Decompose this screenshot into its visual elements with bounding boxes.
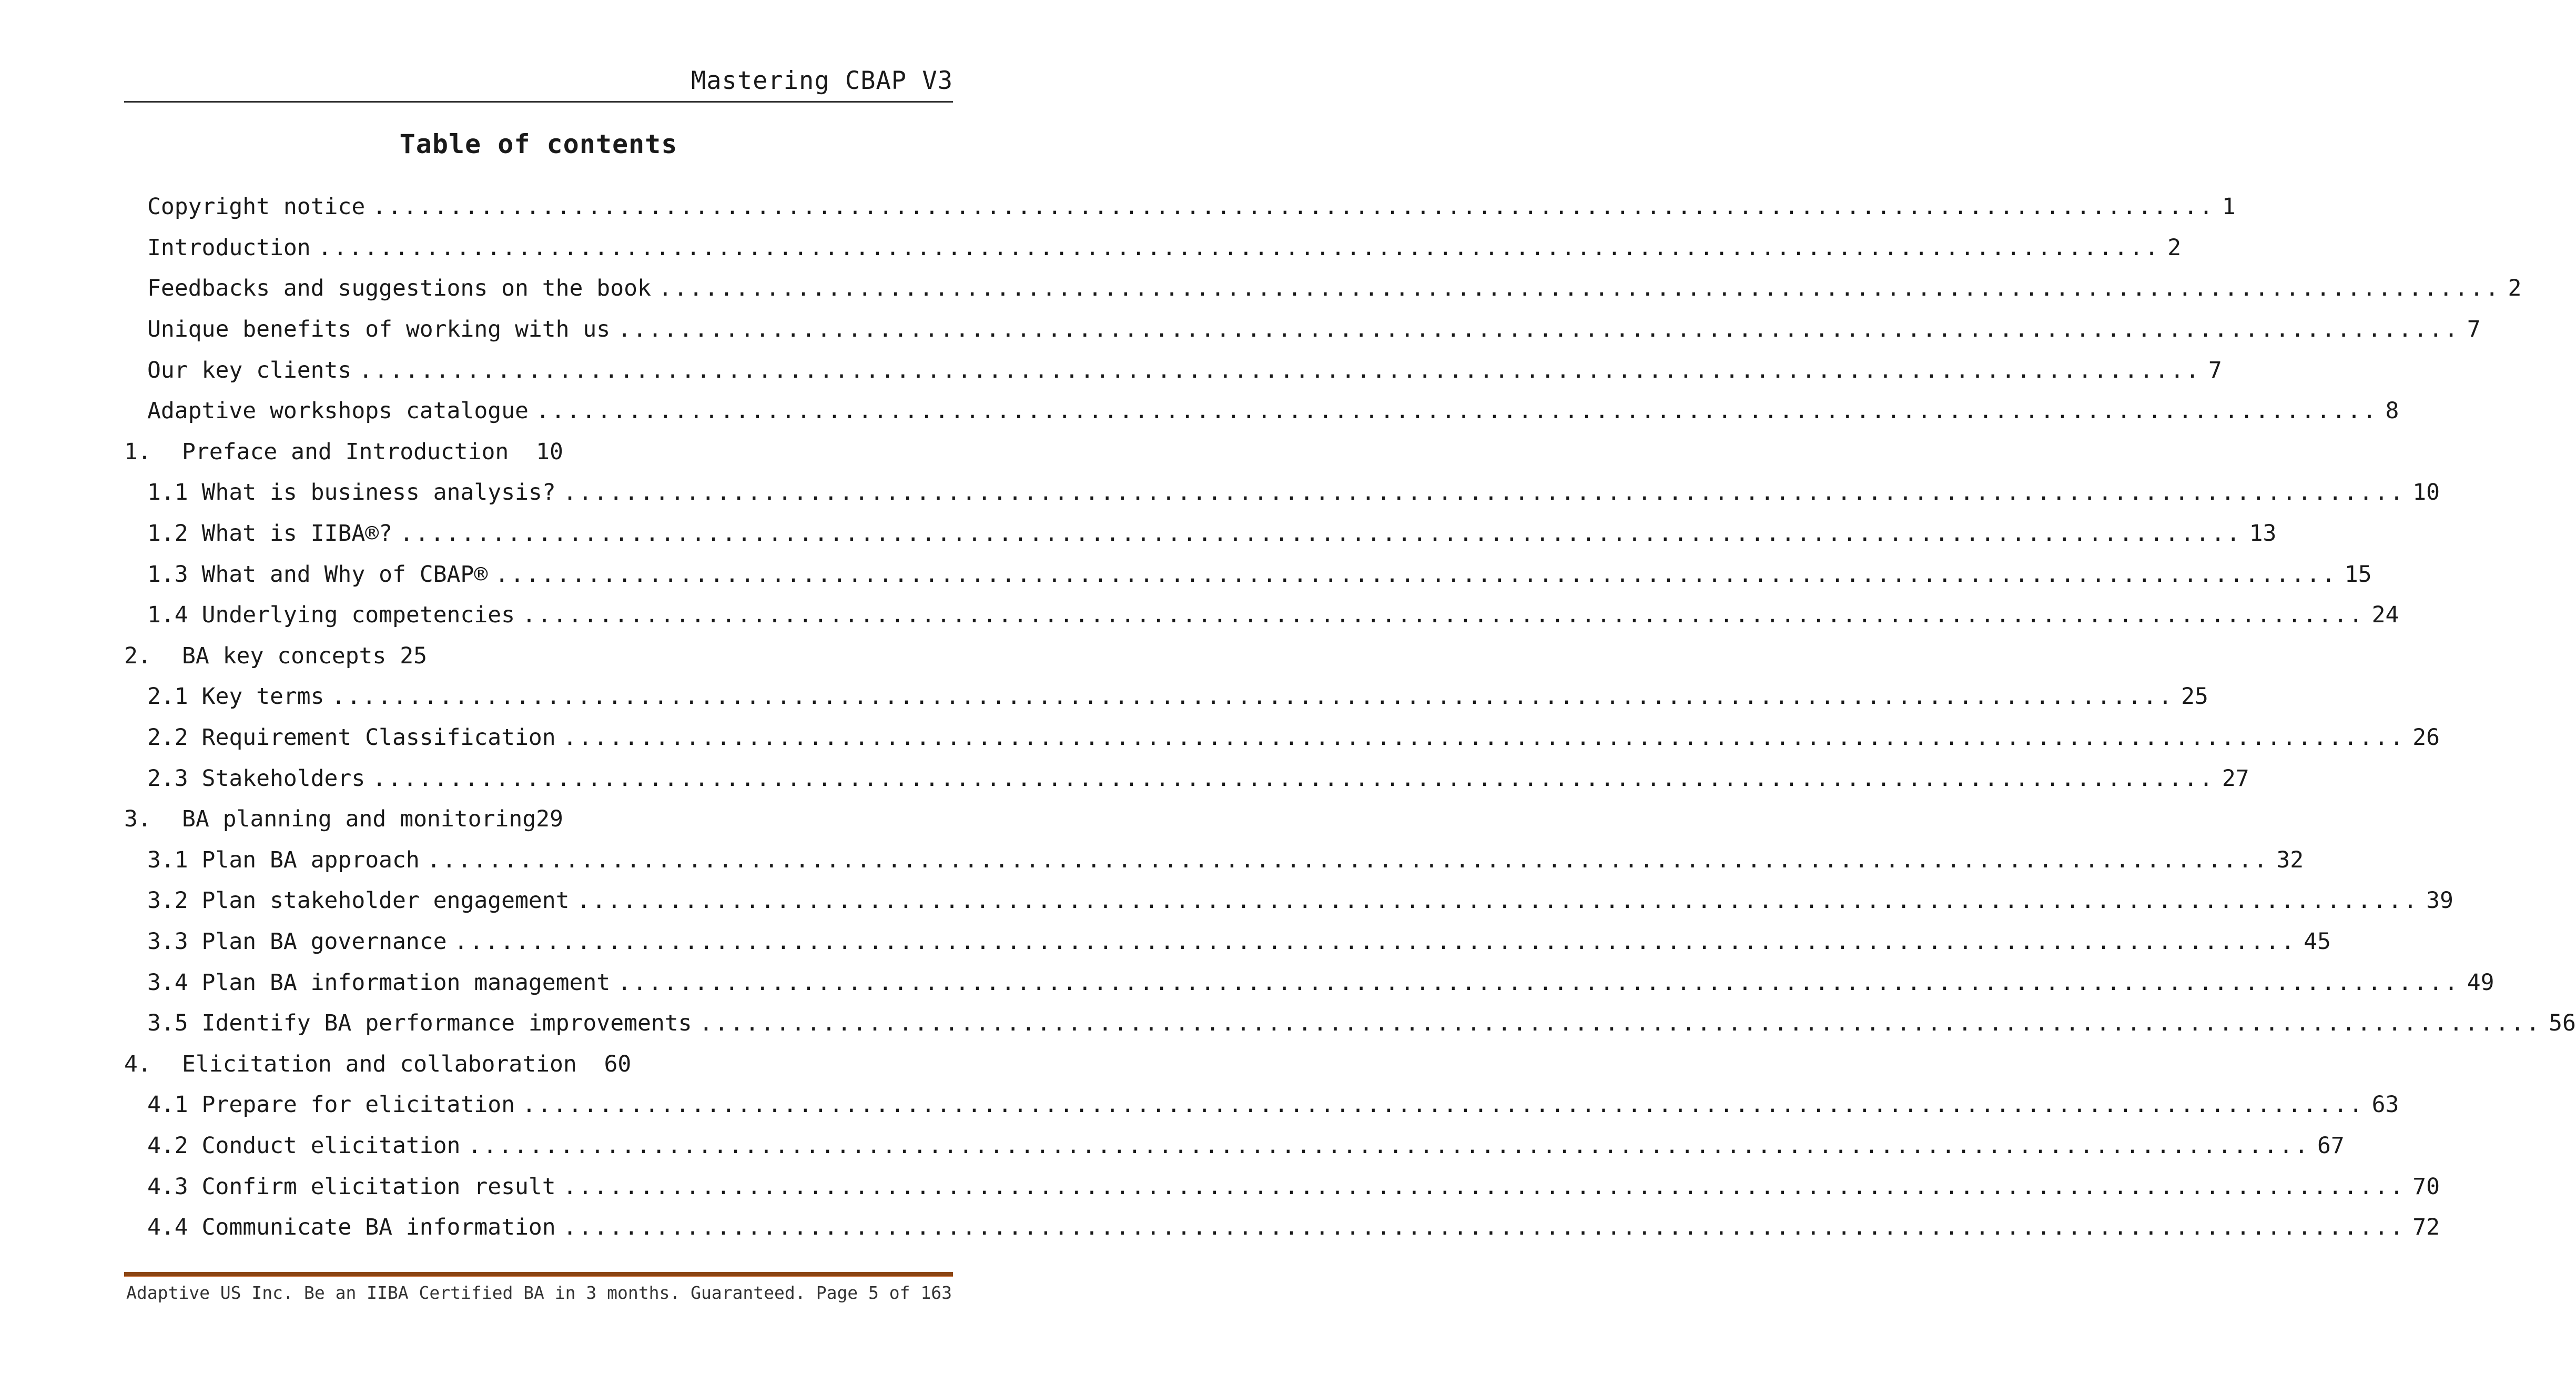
toc-entry-page: 32 — [2276, 846, 2304, 873]
toc-entry-label: 4.2 Conduct elicitation — [147, 1132, 461, 1159]
dot-leader: ........................................................................................................................ — [617, 969, 2460, 996]
toc-chapter-number: 1. — [124, 438, 151, 465]
dot-leader: ........................................................................................................................ — [318, 234, 2161, 261]
toc-chapter-page: 29 — [536, 806, 563, 833]
toc-entry[interactable] — [124, 1126, 2345, 1167]
toc-entry[interactable] — [124, 472, 2440, 513]
toc-chapter-label: BA planning and monitoring — [182, 806, 536, 833]
toc-entry-label: Adaptive workshops catalogue — [147, 398, 529, 425]
toc-chapter-page: 60 — [604, 1050, 632, 1077]
toc-entry-page: 13 — [2249, 520, 2277, 547]
dot-leader: ........................................................................................................................ — [454, 928, 2297, 955]
toc-entry[interactable] — [124, 554, 2372, 595]
toc-entry-page: 70 — [2412, 1173, 2440, 1200]
toc-chapter[interactable] — [124, 432, 951, 473]
toc-chapter-number: 4. — [124, 1050, 151, 1077]
toc-chapter-spacer — [509, 441, 536, 463]
dot-leader: ........................................................................................................................ — [522, 1092, 2365, 1118]
toc-title: Table of contents — [399, 129, 678, 159]
toc-entry-page: 25 — [2181, 683, 2208, 710]
toc-entry[interactable] — [124, 676, 2208, 718]
toc-entry[interactable] — [124, 962, 2494, 1003]
toc-chapter-page: 25 — [400, 642, 427, 669]
toc-entry[interactable] — [124, 391, 2399, 432]
dot-leader: ........................................................................................................................ — [563, 1214, 2406, 1241]
dot-leader: ........................................................................................................................ — [699, 1010, 2542, 1037]
toc-list — [124, 187, 2576, 1248]
dot-leader: ........................................................................................................................ — [563, 1173, 2406, 1200]
dot-leader: ........................................................................................................................ — [535, 398, 2378, 425]
header-divider — [124, 101, 953, 103]
dot-leader: ........................................................................................................................ — [372, 765, 2215, 792]
dot-leader: ........................................................................................................................ — [522, 602, 2365, 629]
dot-leader: ........................................................................................................................ — [372, 194, 2215, 220]
toc-entry-label: 3.4 Plan BA information management — [147, 969, 611, 996]
toc-entry[interactable] — [124, 350, 2222, 391]
toc-entry-label: 3.3 Plan BA governance — [147, 928, 447, 955]
toc-entry-label: 3.2 Plan stakeholder engagement — [147, 887, 570, 914]
toc-entry[interactable] — [124, 309, 2481, 350]
toc-entry[interactable] — [124, 595, 2399, 636]
toc-entry-label: 1.3 What and Why of CBAP® — [147, 561, 488, 588]
toc-entry-page: 26 — [2412, 724, 2440, 751]
toc-entry[interactable] — [124, 840, 2304, 881]
toc-entry-page: 10 — [2412, 479, 2440, 506]
toc-chapter-label: Elicitation and collaboration — [182, 1050, 577, 1077]
toc-entry-label: 2.2 Requirement Classification — [147, 724, 556, 751]
toc-entry-page: 27 — [2222, 765, 2249, 792]
footer-tagline: Be an IIBA Certified BA in 3 months. Guaranteed. — [303, 1282, 806, 1303]
toc-chapter-label: Preface and Introduction — [182, 438, 509, 465]
toc-entry-label: Feedbacks and suggestions on the book — [147, 275, 651, 302]
toc-entry-page: 45 — [2304, 928, 2331, 955]
toc-entry-label: Copyright notice — [147, 194, 366, 220]
toc-chapter-number: 2. — [124, 642, 151, 669]
toc-entry-page: 2 — [2508, 275, 2522, 302]
dot-leader: ........................................................................................................................ — [563, 479, 2406, 506]
dot-leader: ........................................................................................................................ — [576, 887, 2419, 914]
page-footer — [126, 1282, 952, 1303]
dot-leader: ........................................................................................................................ — [495, 561, 2337, 588]
toc-chapter[interactable] — [124, 799, 951, 840]
toc-entry[interactable] — [124, 268, 2522, 309]
toc-chapter[interactable] — [124, 636, 951, 677]
toc-entry-page: 63 — [2371, 1092, 2399, 1118]
toc-entry-label: 1.2 What is IIBA®? — [147, 520, 392, 547]
toc-entry-page: 1 — [2222, 194, 2236, 220]
toc-entry-label: 3.5 Identify BA performance improvements — [147, 1010, 692, 1037]
toc-entry[interactable] — [124, 1166, 2440, 1207]
toc-chapter-spacer — [577, 1053, 604, 1076]
toc-chapter-number: 3. — [124, 806, 151, 833]
footer-company: Adaptive US Inc. — [126, 1282, 293, 1303]
toc-chapter[interactable] — [124, 1044, 951, 1085]
toc-entry-label: Unique benefits of working with us — [147, 316, 611, 343]
toc-entry-page: 39 — [2426, 887, 2453, 914]
toc-entry-label: 1.1 What is business analysis? — [147, 479, 556, 506]
toc-entry[interactable] — [124, 1207, 2440, 1248]
toc-entry[interactable] — [124, 228, 2182, 269]
toc-entry-page: 72 — [2412, 1214, 2440, 1241]
header-title: Mastering CBAP V3 — [691, 66, 953, 95]
toc-chapter-spacer — [386, 645, 400, 668]
toc-entry-label: 3.1 Plan BA approach — [147, 846, 420, 873]
dot-leader: ........................................................................................................................ — [468, 1132, 2310, 1159]
toc-entry-label: 2.3 Stakeholders — [147, 765, 366, 792]
toc-entry[interactable] — [124, 513, 2277, 554]
dot-leader: ........................................................................................................................ — [427, 846, 2269, 873]
footer-divider — [124, 1272, 953, 1277]
toc-entry-label: Introduction — [147, 234, 311, 261]
toc-entry-page: 67 — [2317, 1132, 2345, 1159]
toc-entry-page: 8 — [2385, 398, 2399, 425]
toc-entry-page: 56 — [2549, 1010, 2576, 1037]
toc-entry-label: 1.4 Underlying competencies — [147, 602, 515, 629]
toc-entry-label: 4.3 Confirm elicitation result — [147, 1173, 556, 1200]
toc-entry-page: 15 — [2344, 561, 2372, 588]
toc-entry-page: 7 — [2467, 316, 2481, 343]
dot-leader: ........................................................................................................................ — [359, 357, 2201, 383]
toc-entry[interactable] — [124, 187, 2236, 228]
toc-entry[interactable] — [124, 922, 2331, 963]
dot-leader: ........................................................................................................................ — [658, 275, 2501, 302]
toc-entry-label: 2.1 Key terms — [147, 683, 324, 710]
toc-entry-page: 24 — [2371, 602, 2399, 629]
toc-entry-label: Our key clients — [147, 357, 352, 383]
dot-leader: ........................................................................................................................ — [563, 724, 2406, 751]
toc-entry-label: 4.1 Prepare for elicitation — [147, 1092, 515, 1118]
toc-chapter-page: 10 — [536, 438, 563, 465]
footer-page-info: Page 5 of 163 — [816, 1282, 952, 1303]
toc-entry[interactable] — [124, 718, 2440, 759]
toc-entry[interactable] — [124, 758, 2249, 799]
toc-entry[interactable] — [124, 1003, 2576, 1044]
toc-entry[interactable] — [124, 881, 2453, 922]
toc-chapter-label: BA key concepts — [182, 642, 387, 669]
toc-entry[interactable] — [124, 1085, 2399, 1126]
dot-leader: ........................................................................................................................ — [400, 520, 2242, 547]
toc-entry-page: 7 — [2208, 357, 2222, 383]
toc-entry-label: 4.4 Communicate BA information — [147, 1214, 556, 1241]
toc-entry-page: 49 — [2467, 969, 2494, 996]
dot-leader: ........................................................................................................................ — [331, 683, 2174, 710]
toc-entry-page: 2 — [2167, 234, 2182, 261]
dot-leader: ........................................................................................................................ — [617, 316, 2460, 343]
